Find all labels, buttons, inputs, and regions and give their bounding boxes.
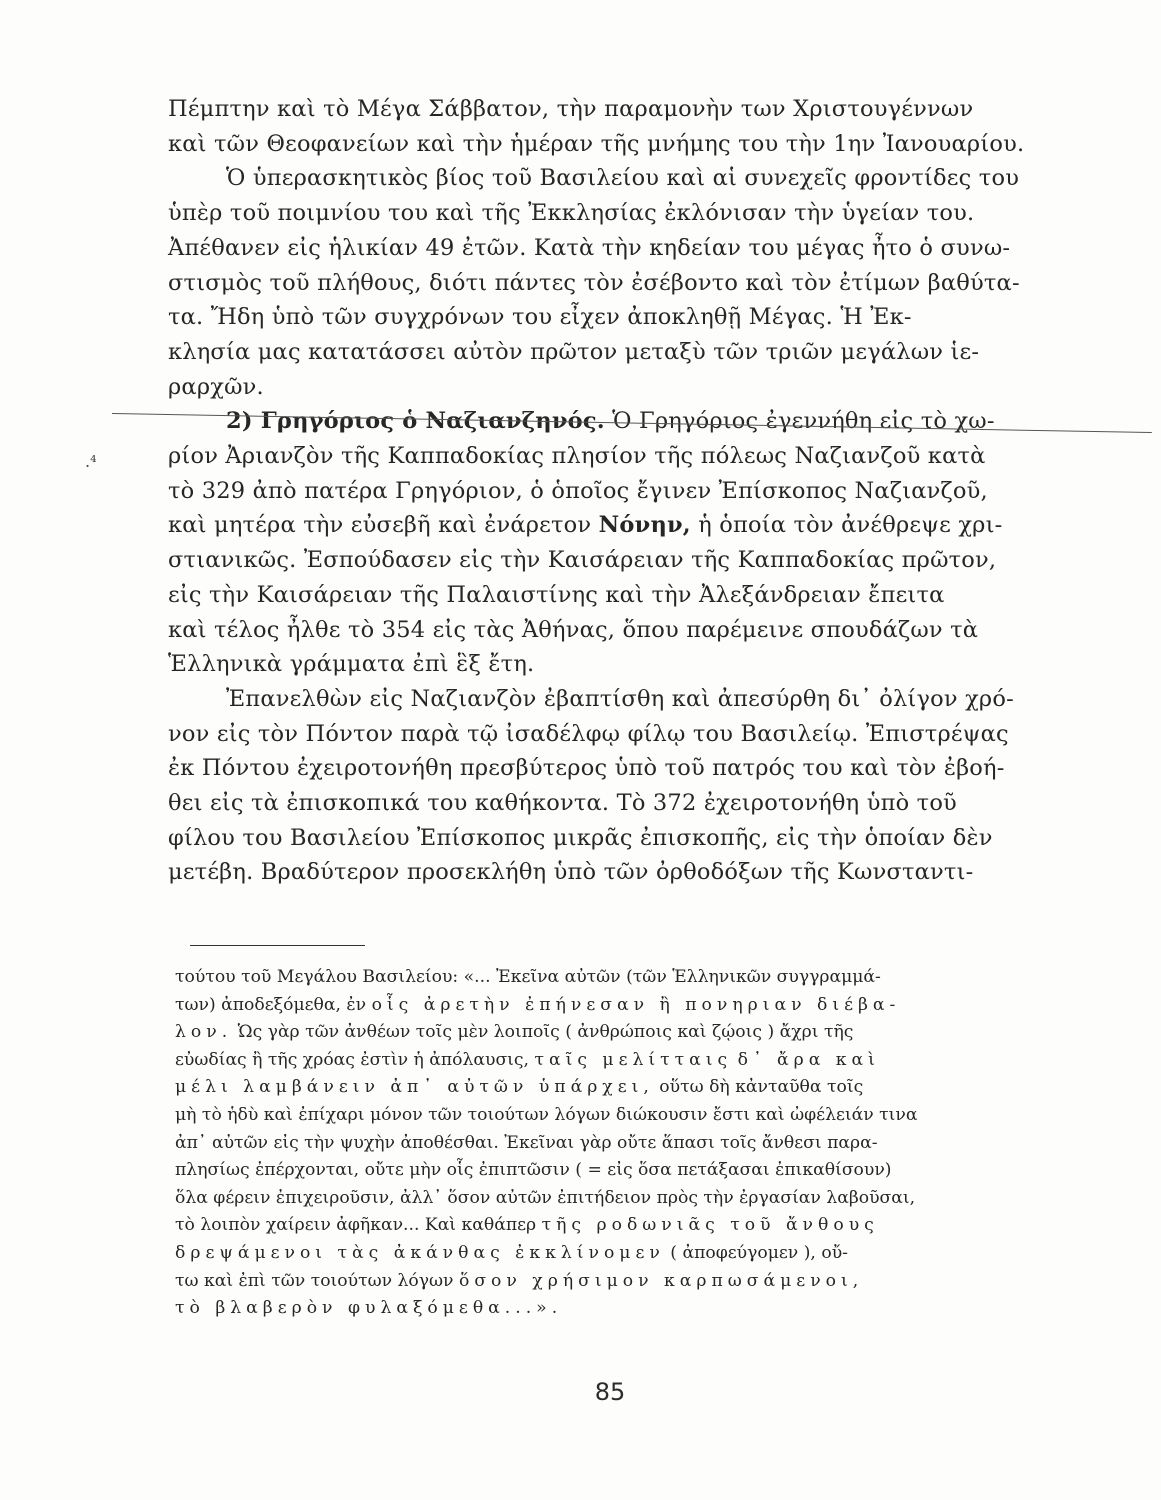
footnote-line: πλησίως ἐπέρχονται, οὔτε μὴν οἷς ἐπιπτῶσιν ( = εἰς ὅσα πετάξασαι ἐπικαθίσουν) [175, 1160, 892, 1181]
page-number: 85 [594, 1378, 626, 1406]
text-span: τω καὶ ἐπὶ τῶν τοιούτων λόγων [175, 1270, 454, 1291]
spaced-quote: τῆς ροδωνιᾶς τοῦ ἄνθους [541, 1215, 879, 1236]
text-line: ραρχῶν. [168, 373, 264, 400]
text-span: ( ἀποφεύγομεν ), οὔ- [670, 1242, 848, 1263]
text-line: φίλου του Βασιλείου Ἐπίσκοπος μικρᾶς ἐπισκοπῆς, εἰς τὴν ὁποίαν δὲν [168, 824, 993, 851]
spaced-quote: δ᾽ ἄρα καὶ [737, 1049, 880, 1070]
text-span: τὸ λοιπὸν χαίρειν ἀφῆκαν... Καὶ καθάπερ [175, 1215, 537, 1236]
footnote-line: τούτου τοῦ Μεγάλου Βασιλείου: «... Ἐκεῖνα αὐτῶν (τῶν Ἑλληνικῶν συγγραμμά- [175, 967, 881, 987]
footnote-line [175, 1074, 1035, 1102]
text-span: Ὡς γὰρ τῶν ἀνθέων τοῖς μὲν λοιποῖς ( ἀνθρώποις καὶ ζῴοις ) ἄχρι τῆς [237, 1022, 854, 1043]
text-line: ρίον Ἀριανζὸν τῆς Καππαδοκίας πλησίον τῆς πόλεως Ναζιανζοῦ κατὰ [168, 443, 986, 470]
text-line: Ἀπέθανεν εἰς ἡλικίαν 49 ἐτῶν. Κατὰ τὴν κηδείαν του μέγας ἦτο ὁ συνω- [168, 234, 1011, 261]
text-line: εἰς τὴν Καισάρειαν τῆς Παλαιστίνης καὶ τὴν Ἀλεξάνδρειαν ἔπειτα [168, 581, 945, 608]
text-line: Ἑλληνικὰ γράμματα ἐπὶ ἓξ ἔτη. [168, 651, 535, 678]
text-line: τα. Ἤδη ὑπὸ τῶν συγχρόνων του εἶχεν ἀποκληθῇ Μέγας. Ἡ Ἐκ- [168, 304, 912, 331]
text-line: τὸ 329 ἀπὸ πατέρα Γρηγόριον, ὁ ὁποῖος ἔγινεν Ἐπίσκοπος Ναζιανζοῦ, [168, 477, 988, 504]
spaced-quote: μέλι λαμβάνειν ἀπ᾽ αὐτῶν ὑπάρχει, [175, 1077, 654, 1098]
text-span: καὶ μητέρα τὴν εὐσεβῆ καὶ ἐνάρετον [168, 512, 592, 539]
text-line: θει εἰς τὰ ἐπισκοπικά του καθήκοντα. Τὸ 372 ἐχειροτονήθη ὑπὸ τοῦ [168, 790, 957, 817]
text-line: νον εἰς τὸν Πόντον παρὰ τῷ ἰσαδέλφῳ φίλῳ του Βασιλείῳ. Ἐπιστρέψας [168, 720, 1009, 747]
spaced-quote: τὸ βλαβερὸν φυλαξόμεθα...». [175, 1298, 563, 1319]
text-line: ὑπὲρ τοῦ ποιμνίου του καὶ τῆς Ἐκκλησίας ἐκλόνισαν τὴν ὑγείαν του. [168, 200, 975, 227]
text-span: εὐωδίας ἢ τῆς χρόας ἐστὶν ἡ ἀπόλαυσις, [175, 1049, 530, 1070]
text-line: στισμὸς τοῦ πλήθους, διότι πάντες τὸν ἐσέβοντο καὶ τὸν ἐτίμων βαθύτα- [168, 269, 1020, 296]
text-line: καὶ τέλος ἦλθε τὸ 354 εἰς τὰς Ἀθήνας, ὅπου παρέμεινε σπουδάζων τὰ [168, 616, 979, 643]
text-line: καὶ τῶν Θεοφανείων καὶ τὴν ἡμέραν τῆς μνήμης του τὴν 1ην Ἰανουαρίου. [168, 130, 1025, 157]
text-span: ἡ ὁποία τὸν ἀνέθρεψε χρι- [698, 512, 1003, 539]
footnote-line: ὅλα φέρειν ἐπιχειροῦσιν, ἀλλ᾽ ὅσον αὐτῶν ἐπιτήδειον πρὸς τὴν ἐργασίαν λαβοῦσαι, [175, 1187, 916, 1208]
section-heading: 2) Γρηγόριος ὁ Ναζιανζηνός. [226, 408, 605, 435]
spaced-quote: οἷς ἀρετὴν ἐπήνεσαν ἢ πονηριαν διέβα- [371, 994, 901, 1015]
text-line: ἐκ Πόντου ἐχειροτονήθη πρεσβύτερος ὑπὸ τοῦ πατρός του καὶ τὸν ἐβοή- [168, 755, 1005, 782]
footnote [175, 964, 1035, 1323]
text-span: Ὁ Γρηγόριος ἐγεννήθη εἰς τὸ χω- [612, 408, 995, 435]
footnote-line [175, 1019, 1035, 1047]
footnote-line: μὴ τὸ ἡδὺ καὶ ἐπίχαρι μόνον τῶν τοιούτων λόγων διώκουσιν ἔστι καὶ ὠφέλειάν τινα [175, 1104, 918, 1125]
footnote-line [175, 1240, 1035, 1268]
text-line: κλησία μας κατατάσσει αὐτὸν πρῶτον μεταξὺ τῶν τριῶν μεγάλων ἱε- [168, 338, 980, 365]
spaced-quote: ὅσον χρήσιμον καρπωσάμενοι, [458, 1270, 864, 1291]
main-text [168, 92, 1030, 890]
spaced-quote: λον. [175, 1022, 233, 1043]
footnote-line [175, 1268, 1035, 1296]
emphasized-name: Νόνην, [598, 512, 691, 539]
text-line: στιανικῶς. Ἐσπούδασεν εἰς τὴν Καισάρειαν τῆς Καππαδοκίας πρῶτον, [168, 547, 997, 574]
footnote-line [175, 992, 1035, 1020]
spaced-quote: ταῖς μελίτταις [534, 1049, 733, 1070]
footnote-line: ἀπ᾽ αὐτῶν εἰς τὴν ψυχὴν ἀποθέσθαι. Ἐκεῖναι γὰρ οὔτε ἅπασι τοῖς ἄνθεσι παρα- [175, 1132, 878, 1153]
text-span: των) ἀποδεξόμεθα, ἐν [175, 994, 367, 1015]
footnote-line [175, 1295, 1035, 1323]
margin-mark: .⁴ [85, 452, 97, 471]
spaced-quote: δρεψάμενοι τὰς ἀκάνθας ἐκκλίνομεν [175, 1242, 665, 1263]
text-span: οὕτω δὴ κἀνταῦθα τοῖς [659, 1077, 864, 1098]
text-line: Ἐπανελθὼν εἰς Ναζιανζὸν ἐβαπτίσθη καὶ ἀπεσύρθη δι᾽ ὀλίγον χρό- [226, 685, 1014, 712]
text-line: μετέβη. Βραδύτερον προσεκλήθη ὑπὸ τῶν ὀρθοδόξων τῆς Κωνσταντι- [168, 859, 974, 886]
footnote-line [175, 1047, 1035, 1075]
text-line: Ὁ ὑπερασκητικὸς βίος τοῦ Βασιλείου καὶ αἱ συνεχεῖς φροντίδες του [226, 165, 1020, 192]
footnote-line [175, 1212, 1035, 1240]
text-line: Πέμπτην καὶ τὸ Μέγα Σάββατον, τὴν παραμονὴν των Χριστουγέννων [168, 96, 974, 122]
footnote-divider [190, 945, 365, 946]
text-line [168, 508, 1030, 543]
